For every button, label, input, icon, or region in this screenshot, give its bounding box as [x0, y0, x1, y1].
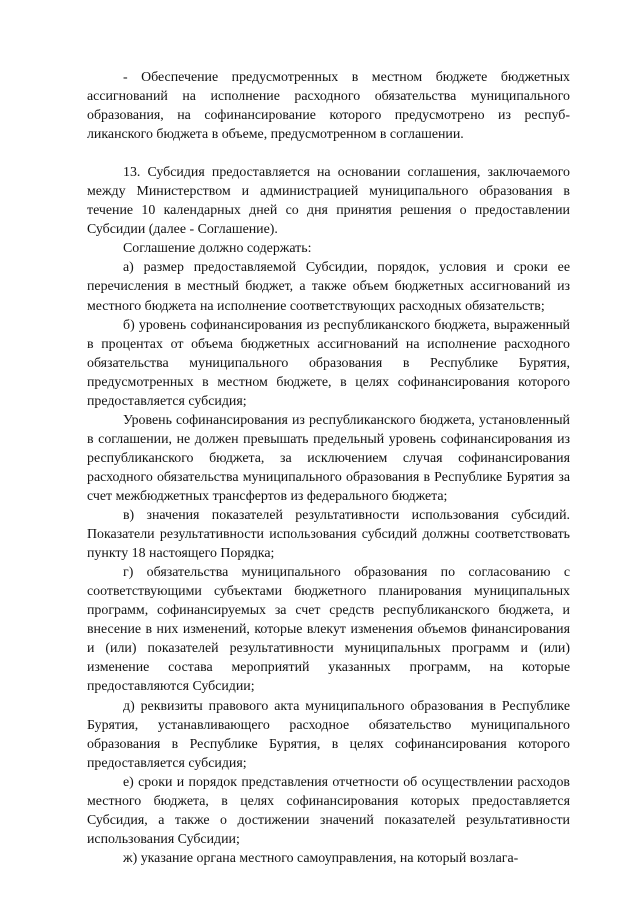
paragraph-item-b: б) уровень софинансирования из республиканского бюджета, выраженный в процентах от объема бюджетных ассигнований на исполнение расходного обязательства муниципального образования в Республике Бурятия, предусмотренных в местном бюджете, в целях софинансирования которого предоставляется субсидия;: [87, 317, 570, 409]
paragraph-item-g: г) обязательства муниципального образования по согласованию с соответствующими субъектами бюджетного планирования муниципальных программ, софинансируемых за счет средств республиканского бюджета, и внесение в них изменений, которые влекут изменения объемов финансирования и (или) показателей результативности муниципальных программ и (или) изменение состава мероприятий указанных программ, на которые предоставляются Субсидии;: [87, 565, 570, 695]
paragraph-cofinancing-level: Уровень софинансирования из республиканского бюджета, установленный в соглашении, не должен превышать предельный уровень софинансирования из республиканского бюджета, за исключением случая софинансирования расходного обязательства муниципального образования в Республике Бурятия за счет межбюджетных трансфертов из федерального бюджета;: [87, 412, 570, 504]
paragraph-financing-provision: - Обеспечение предусмотренных в местном бюджете бюджетных ассигнований на исполнение расходного обязательства муниципального образования, на софинансирование которого предусмотрено из республиканского бюджета в объеме, предусмотренном в соглашении.: [87, 70, 570, 143]
paragraph-agreement-contents-intro: Соглашение должно содержать:: [123, 241, 312, 257]
document-page: [87, 68, 570, 868]
paragraph-item-e: е) сроки и порядок представления отчетности об осуществлении расходов местного бюджета, в целях софинансирования которых предоставляется Субсидия, а также о достижении значений показателей результативности использования Субсидии;: [87, 774, 570, 847]
paragraph-spacer: [87, 144, 570, 163]
paragraph-item-a: а) размер предоставляемой Субсидии, порядок, условия и сроки ее перечисления в местный бюджет, а также объем бюджетных ассигнований из местного бюджета на исполнение соответствующих расходных обязательств;: [87, 260, 570, 314]
paragraph-item-zh: ж) указание органа местного самоуправления, на который возлага-: [123, 850, 519, 866]
paragraph-item-13-subsidy-agreement: 13. Субсидия предоставляется на основании соглашения, заключаемого между Министерством и администрацией муниципального образования в течение 10 календарных дней со дня принятия решения о предоставлении Субсидии (далее - Соглашение).: [87, 165, 570, 238]
paragraph-item-v: в) значения показателей результативности использования субсидий. Показатели результативности использования субсидий должны соответствовать пункту 18 настоящего Порядка;: [87, 508, 570, 562]
paragraph-item-d: д) реквизиты правового акта муниципального образования в Республике Бурятия, устанавливающего расходное обязательство муниципального образования в Республике Бурятия, в целях софинансирования которого предоставляется субсидия;: [87, 698, 570, 771]
